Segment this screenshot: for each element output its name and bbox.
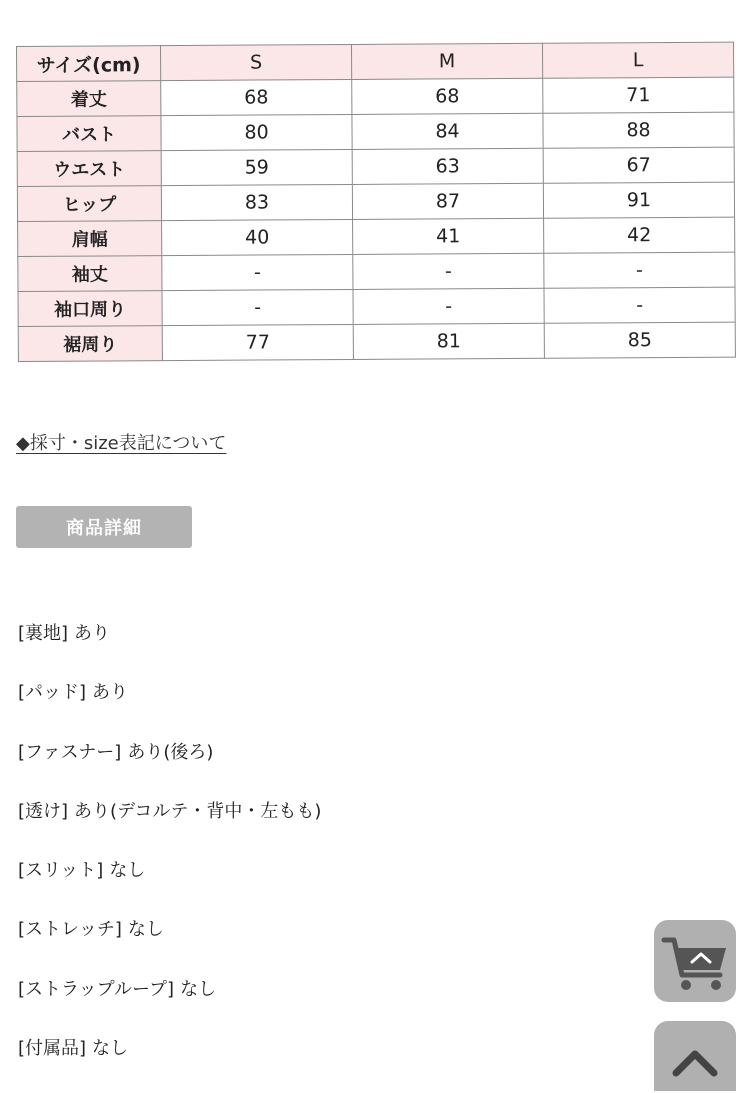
table-cell: 59 (161, 149, 352, 185)
detail-value: なし (109, 860, 146, 882)
table-row (17, 182, 734, 221)
diamond-icon: ◆ (16, 433, 30, 454)
table-cell: 84 (352, 113, 543, 149)
table-cell: - (544, 252, 735, 288)
detail-value: なし (180, 978, 217, 1000)
table-cell: 41 (353, 218, 544, 254)
product-details-button[interactable] (16, 506, 192, 548)
table-row (17, 77, 734, 116)
table-cell: 68 (161, 79, 352, 115)
detail-key: [付属品] (18, 1038, 87, 1060)
table-cell: 88 (543, 112, 734, 148)
table-cell: 87 (352, 183, 543, 219)
table-cell: 81 (353, 323, 544, 359)
detail-key: [ストラップループ] (18, 978, 175, 1000)
size-guide-link-text: 採寸・size表記について (29, 433, 227, 454)
detail-value: あり (92, 682, 129, 704)
cart-button[interactable] (654, 920, 736, 1002)
chevron-up-icon (654, 1021, 736, 1081)
detail-key: [ファスナー] (18, 741, 122, 763)
table-row (17, 112, 734, 151)
product-details-list (18, 619, 321, 1093)
list-item (18, 856, 321, 915)
detail-key: [裏地] (18, 623, 69, 644)
size-guide-link[interactable] (16, 429, 226, 455)
size-table-row-label: 肩幅 (18, 221, 162, 257)
detail-value: なし (127, 919, 164, 941)
detail-key: [パッド] (18, 682, 87, 704)
table-cell: 67 (543, 147, 734, 183)
table-row (18, 217, 735, 256)
table-cell: 42 (544, 217, 735, 253)
table-cell: 85 (544, 322, 735, 358)
size-table-row-label: 袖口周り (18, 291, 162, 327)
table-cell: 71 (543, 77, 734, 113)
cart-icon (654, 920, 736, 1002)
size-table-row-label: 着丈 (17, 81, 161, 117)
list-item (18, 619, 321, 678)
detail-key: [透け] (18, 800, 69, 822)
table-cell: 77 (162, 324, 353, 360)
size-table-header-cell: サイズ(cm) (17, 46, 161, 82)
size-table-row-label: バスト (17, 116, 161, 152)
list-item (18, 738, 321, 797)
table-row (18, 287, 735, 326)
table-row (18, 322, 735, 361)
size-table-header-row (17, 42, 734, 81)
table-cell: - (353, 288, 544, 324)
list-item (18, 915, 321, 974)
table-cell: - (353, 253, 544, 289)
detail-value: あり (74, 623, 111, 644)
table-cell: 83 (161, 184, 352, 220)
product-details-label: 商品詳細 (66, 518, 142, 539)
size-table-row-label: ウエスト (17, 151, 161, 187)
size-table-row-label: 裾周り (18, 326, 162, 362)
table-cell: - (162, 289, 353, 325)
detail-value: あり(後ろ) (127, 741, 214, 763)
size-table-header-cell: M (351, 43, 542, 79)
table-row (18, 252, 735, 291)
size-table-header-cell: L (542, 42, 733, 78)
back-to-top-button[interactable] (654, 1021, 736, 1091)
detail-key: [スリット] (18, 860, 104, 882)
size-table-header-cell: S (161, 44, 352, 80)
detail-value: なし (92, 1038, 129, 1060)
detail-value: あり(デコルテ・背中・左もも) (74, 800, 322, 822)
table-cell: 68 (352, 78, 543, 114)
size-table-row-label: 袖丈 (18, 256, 162, 292)
table-row (17, 147, 734, 186)
table-cell: 40 (162, 219, 353, 255)
table-cell: 80 (161, 114, 352, 150)
list-item (18, 797, 321, 856)
table-cell: 91 (543, 182, 734, 218)
list-item (18, 975, 321, 1034)
list-item (18, 678, 321, 737)
table-cell: 63 (352, 148, 543, 184)
list-item (18, 1034, 321, 1093)
detail-key: [ストレッチ] (18, 919, 122, 941)
table-cell: - (162, 254, 353, 290)
size-table-row-label: ヒップ (17, 186, 161, 222)
table-cell: - (544, 287, 735, 323)
size-table (16, 42, 736, 362)
